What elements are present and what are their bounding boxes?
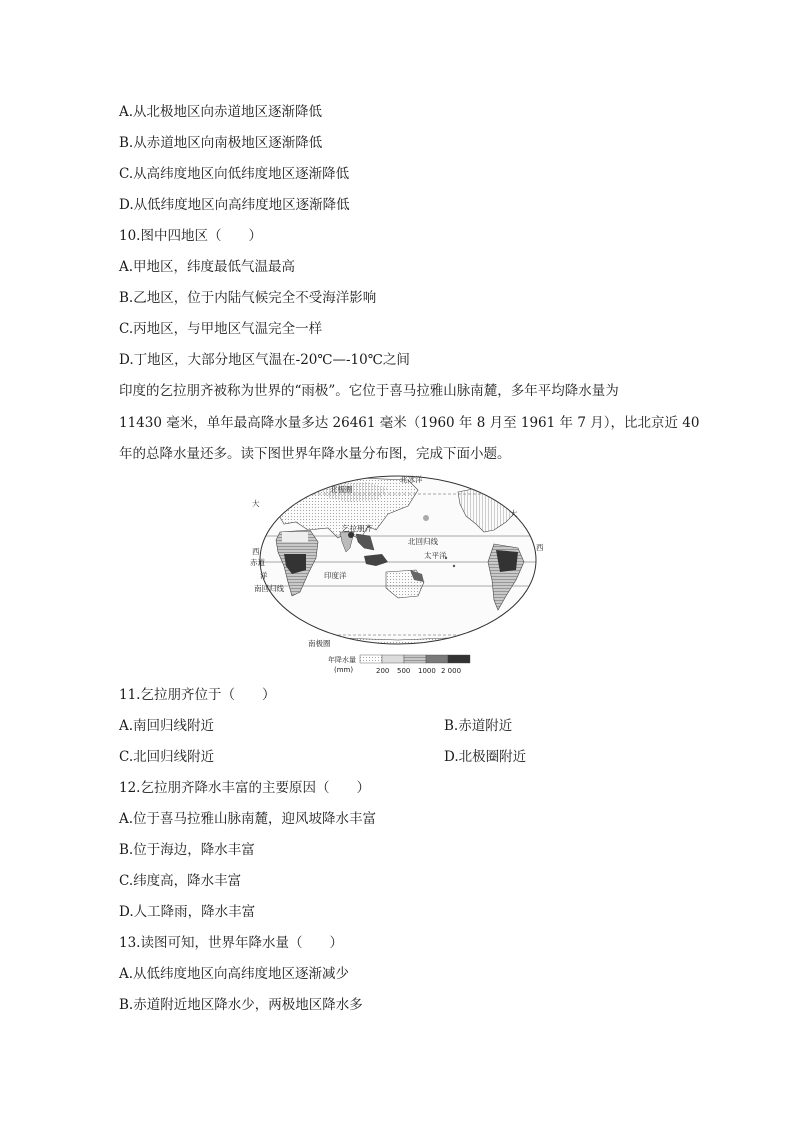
label-tropic-cancer: 北回归线 [408, 537, 438, 546]
q9-option-a: A.从北极地区向赤道地区逐渐降低 [119, 104, 323, 120]
label-xi-right: 西 [536, 543, 544, 552]
q13-option-b: B.赤道附近地区降水少，两极地区降水多 [119, 997, 363, 1013]
legend-swatch-3 [404, 655, 426, 663]
q12-option-b: B.位于海边，降水丰富 [119, 842, 255, 858]
label-yang-left: 洋 [260, 571, 268, 580]
q11-option-b: B.赤道附近 [444, 718, 513, 734]
q10-stem: 10.图中四地区（ ） [119, 228, 262, 244]
q10-option-c: C.丙地区，与甲地区气温完全一样 [119, 321, 323, 337]
q13-stem: 13.读图可知，世界年降水量（ ） [119, 935, 343, 951]
label-pacific: 太平洋 [424, 551, 447, 560]
q13-option-a: A.从低纬度地区向高纬度地区逐渐减少 [119, 966, 350, 982]
map-legend [328, 655, 470, 675]
label-da-left: 大 [252, 499, 260, 508]
legend-swatch-5 [448, 655, 470, 663]
legend-title: 年降水量 [328, 656, 356, 664]
q10-option-d: D.丁地区，大部分地区气温在-20℃—-10℃之间 [119, 352, 410, 368]
legend-swatch-2 [382, 655, 404, 663]
legend-tick-3: 1000 [418, 667, 436, 675]
q11-option-a: A.南回归线附近 [119, 718, 215, 734]
label-da-right: 大 [510, 509, 518, 518]
q9-option-b: B.从赤道地区向南极地区逐渐降低 [119, 135, 323, 151]
label-arctic-ocean: 北冰洋 [400, 475, 423, 484]
q9-option-c: C.从高纬度地区向低纬度地区逐渐降低 [119, 166, 350, 182]
world-precipitation-map [248, 470, 548, 678]
legend-tick-1: 200 [376, 667, 390, 675]
greenland-shape [488, 482, 520, 492]
sahara-region [282, 532, 308, 542]
legend-unit: (mm) [334, 666, 354, 674]
q10-option-b: B.乙地区，位于内陆气候完全不受海洋影响 [119, 290, 377, 306]
q12-option-a: A.位于喜马拉雅山脉南麓，迎风坡降水丰富 [119, 811, 377, 827]
passage-line-2: 11430 毫米，单年最高降水量多达 26461 毫米（1960 年 8 月至 1961 年 7 月），比北京近 40 [119, 415, 700, 431]
legend-tick-2: 500 [397, 667, 411, 675]
passage-line-3: 年的总降水量还多。读下图世界年降水量分布图，完成下面小题。 [119, 446, 511, 462]
q11-option-c: C.北回归线附近 [119, 749, 215, 765]
legend-swatch-4 [426, 655, 448, 663]
japan-shape [423, 515, 429, 521]
label-equator: 赤道 [250, 558, 265, 567]
label-xi-left: 西 [252, 547, 260, 556]
q11-option-d: D.北极圈附近 [444, 749, 527, 765]
label-cherrapunji: 乞拉朋齐 [342, 524, 372, 533]
label-indian-ocean: 印度洋 [324, 571, 347, 580]
passage-line-1: 印度的乞拉朋齐被称为世界的“雨极”。它位于喜马拉雅山脉南麓，多年平均降水量为 [119, 383, 619, 399]
q9-option-d: D.从低纬度地区向高纬度地区逐渐降低 [119, 197, 350, 213]
label-tropic-capricorn: 南回归线 [254, 584, 284, 593]
label-arctic-circle: 北极圈 [330, 485, 353, 494]
label-antarctic-circle: 南极圈 [308, 639, 331, 648]
q12-option-d: D.人工降雨，降水丰富 [119, 904, 256, 920]
q11-stem: 11.乞拉朋齐位于（ ） [119, 687, 276, 703]
q12-option-c: C.纬度高，降水丰富 [119, 873, 242, 889]
q10-option-a: A.甲地区，纬度最低气温最高 [119, 259, 296, 275]
map-svg [248, 470, 548, 678]
q12-stem: 12.乞拉朋齐降水丰富的主要原因（ ） [119, 780, 370, 796]
legend-swatch-1 [360, 655, 382, 663]
legend-tick-4: 2 000 [441, 667, 462, 675]
